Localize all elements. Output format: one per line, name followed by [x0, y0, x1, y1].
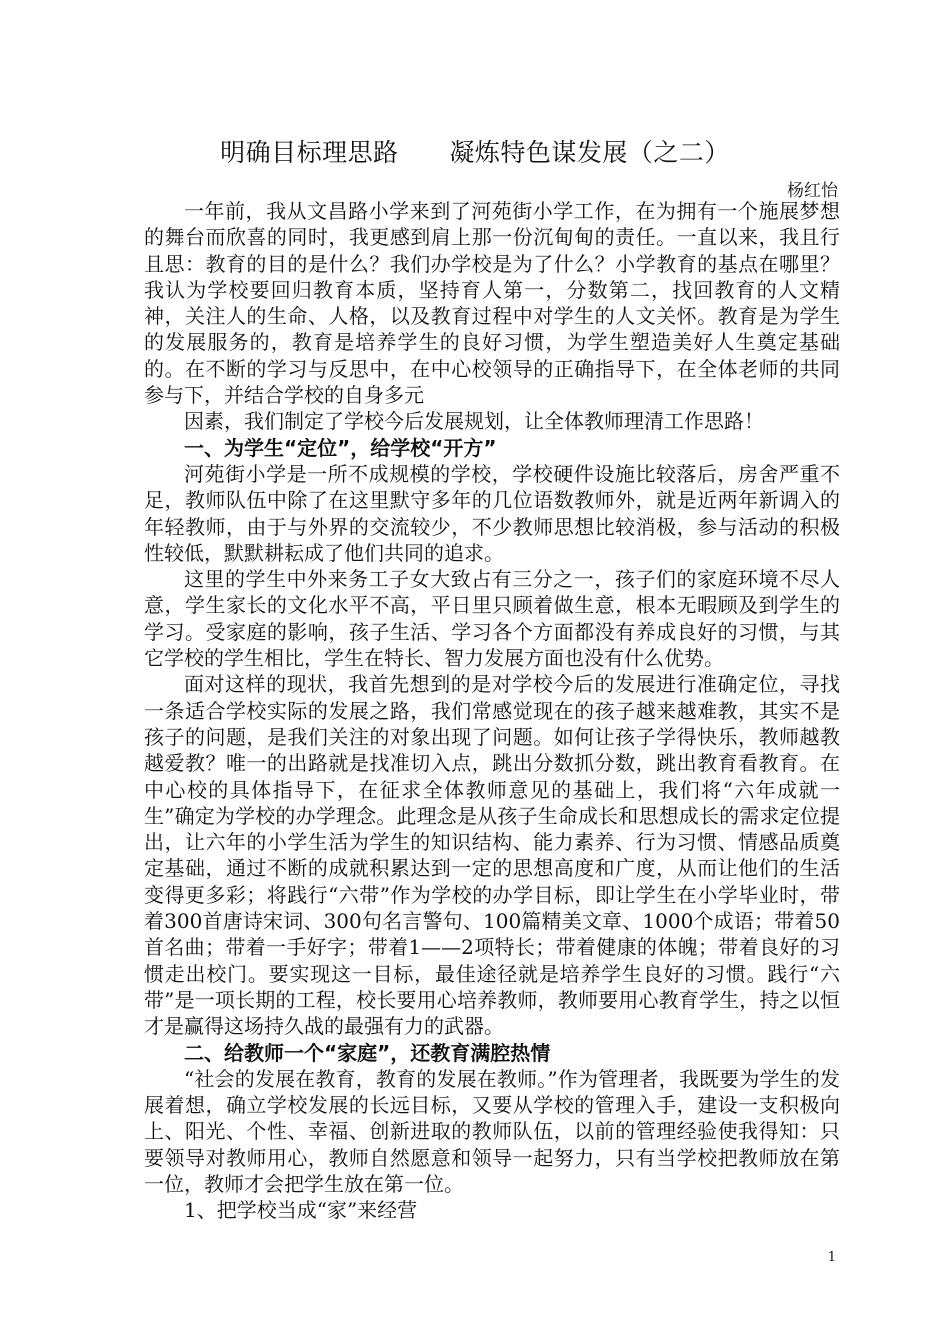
body-paragraph: 面对这样的现状，我首先想到的是对学校今后的发展进行准确定位，寻找一条适合学校实际的发展之路，我们常感觉现在的孩子越来越难教，其实不是孩子的问题，是我们关注的对象出现了问题。如何让孩子学得快乐，教师越教越爱教？唯一的出路就是找准切入点，跳出分数抓分数，跳出教育看教育。在中心校的具体指导下，在征求全体教师意见的基础上，我们将“六年成就一生”确定为学校的办学理念。此理念是从孩子生命成长和思想成长的需求定位提出，让六年的小学生活为学生的知识结构、能力素养、行为习惯、情感品质奠定基础，通过不断的成就积累达到一定的思想高度和广度，从而让他们的生活变得更多彩；将践行“六带”作为学校的办学目标，即让学生在小学毕业时，带着300首唐诗宋词、300句名言警句、100篇精美文章、1000个成语；带着50首名曲；带着一手好字；带着1——2项特长；带着健康的体魄；带着良好的习惯走出校门。要实现这一目标，最佳途径就是培养学生良好的习惯。践行“六带”是一项长期的工程，校长要用心培养教师，教师要用心教育学生，持之以恒才是赢得这场持久战的最强有力的武器。 [144, 672, 840, 1039]
document-body [144, 198, 840, 1224]
body-paragraph: 因素，我们制定了学校今后发展规划，让全体教师理清工作思路！ [184, 409, 764, 434]
page-number: 1 [827, 1250, 836, 1265]
body-paragraph: “社会的发展在教育，教育的发展在教师。”作为管理者，我既要为学生的发展着想，确立学校发展的长远目标，又要从学校的管理入手，建设一支积极向上、阳光、个性、幸福、创新进取的教师队伍，以前的管理经验使我得知：只要领导对教师用心，教师自然愿意和领导一起努力，只有当学校把教师放在第一位，教师才会把学生放在第一位。 [144, 1066, 840, 1196]
body-paragraph: 这里的学生中外来务工子女大致占有三分之一，孩子们的家庭环境不尽人意，学生家长的文化水平不高，平日里只顾着做生意，根本无暇顾及到学生的学习。受家庭的影响，孩子生活、学习各个方面都没有养成良好的习惯，与其它学校的学生相比，学生在特长、智力发展方面也没有什么优势。 [144, 567, 840, 671]
author-name: 杨红怡 [787, 181, 838, 201]
subsection-heading: 1、把学校当成“家”来经营 [184, 1198, 418, 1223]
section-heading: 二、给教师一个“家庭”，还教育满腔热情 [184, 1040, 551, 1065]
body-paragraph: 一年前，我从文昌路小学来到了河苑街小学工作，在为拥有一个施展梦想的舞台而欣喜的同时，我更感到肩上那一份沉甸甸的责任。一直以来，我且行且思：教育的目的是什么？我们办学校是为了什么？小学教育的基点在哪里？我认为学校要回归教育本质，坚持育人第一，分数第二，找回教育的人文精神，关注人的生命、人格，以及教育过程中对学生的人文关怀。教育是为学生的发展服务的，教育是培养学生的良好习惯，为学生塑造美好人生奠定基础的。在不断的学习与反思中，在中心校领导的正确指导下，在全体老师的共同参与下，并结合学校的自身多元 [144, 199, 840, 408]
page-title: 明确目标理思路 凝炼特色谋发展（之二） [220, 138, 730, 167]
section-heading: 一、为学生“定位”，给学校“开方” [184, 435, 497, 460]
body-paragraph: 河苑街小学是一所不成规模的学校，学校硬件设施比较落后，房舍严重不足，教师队伍中除了在这里默守多年的几位语数教师外，就是近两年新调入的年轻教师，由于与外界的交流较少，不少教师思想比较消极，参与活动的积极性较低，默默耕耘成了他们共同的追求。 [144, 461, 840, 565]
